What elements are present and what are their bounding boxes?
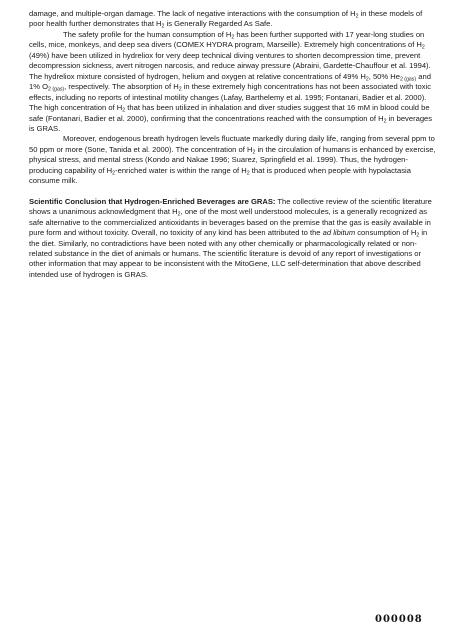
subscript: 2	[178, 86, 182, 93]
subscript: 2	[122, 107, 126, 114]
document-body	[29, 9, 436, 280]
text: consumption of H	[355, 228, 417, 238]
subscript: 2	[421, 44, 425, 51]
text: in the diet. Similarly, no contradictions have been noted with any other chemically or pharmacologically related or non-related substance in the diet of animals or humans. The scientific literature is devoid of any report of investigations or other information that may appear to be inconsistent with the MitoGene, LLC self-determination that above described intended use of hydrogen is GRAS.	[29, 228, 428, 279]
italic-term: ad libitum	[322, 228, 356, 238]
subscript: 2	[365, 76, 369, 83]
text: that has been utilized in inhalation and diver studies suggest that 16 mM in blood could be safe (Fontanari, Badier et al. 2000), confirming that the concentrations reached with the consumption of H	[29, 103, 430, 123]
paragraph-safety-profile	[29, 30, 436, 135]
subscript: 2	[383, 118, 387, 125]
text: -enriched water is within the range of H	[115, 165, 247, 175]
subscript: 2	[112, 170, 116, 177]
subscript: 2	[416, 232, 420, 239]
page-number: 000008	[375, 614, 423, 625]
text: , respectively. The absorption of H	[64, 82, 179, 92]
subscript: 2	[355, 13, 359, 20]
text: in these extremely high concentrations has not been associated with toxic effects, including no reports of intestinal motility changes (Lafay, Barthelemy et al. 1995; Fontanari, Badier et al. 2000). The high concentration of H	[29, 82, 432, 113]
paragraph-gap	[29, 187, 436, 197]
subscript: 2 (gas)	[48, 86, 65, 93]
text: H	[350, 9, 356, 18]
text: that is produced when people with hypolactasia consume milk.	[29, 165, 411, 186]
text: in the circulation of humans is enhanced by exercise, physical stress, and mental stress (Kondo and Nakae 1996; Suarez, Springfield et al. 1999). Thus, the hydrogen-producing capability of H	[29, 144, 436, 175]
text: , one of the most well understood molecules, is a generally recognized as safe alternative to the commercialized antioxidants in beverages based on the premise that the gas is easily available in pure form and without toxicity. Overall, no toxicity of any kind has been attributed to the	[29, 207, 431, 238]
text: in beverages is GRAS.	[29, 113, 433, 133]
subscript: 2	[252, 149, 256, 156]
text: in these models of poor health further demonstrates that H	[29, 9, 423, 29]
subscript: 2	[177, 211, 181, 218]
paragraph-intro	[29, 9, 436, 30]
subscript: 2	[231, 34, 235, 41]
text: The collective review of the scientific literature shows a unanimous acknowledgment that H	[29, 196, 432, 217]
text: (49%) have been utilized in hydreliox for very deep technical diving ventures to shorten decompression time, prevent decompression sickness, avert nitrogen narcosis, and reduce airway pressure (Abraini, Gardette-Chauffour et al. 1994). The hydreliox mixture consisted of hydrogen, helium and oxygen at relative concentrations of 49% H	[29, 50, 431, 81]
text: and 1% O	[29, 71, 431, 92]
text: Moreover, endogenous breath hydrogen levels fluctuate markedly during daily life, ranging from several ppm to 50 ppm or more (Sone, Tanida et al. 2000). The concentration of H	[29, 134, 435, 154]
subscript: 2	[246, 170, 250, 177]
paragraph-conclusion	[29, 197, 436, 281]
paragraph-endogenous-hydrogen	[29, 134, 436, 186]
text: , 50% He	[368, 71, 400, 81]
subscript: 2	[161, 23, 165, 30]
text: is Generally Regarded As Safe.	[164, 19, 273, 29]
section-heading: Scientific Conclusion that Hydrogen-Enriched Beverages are GRAS:	[29, 196, 276, 206]
text: damage, and multiple-organ damage. The lack of negative interactions with the consumption of	[29, 9, 348, 18]
text: has been further supported with 17 year-long studies on cells, mice, monkeys, and deep sea divers (COMEX HYDRA program, Marseille). Extremely high concentrations of H	[29, 29, 425, 50]
text: The safety profile for the human consumption of H	[63, 29, 232, 39]
subscript: 2 (gas)	[399, 76, 417, 83]
